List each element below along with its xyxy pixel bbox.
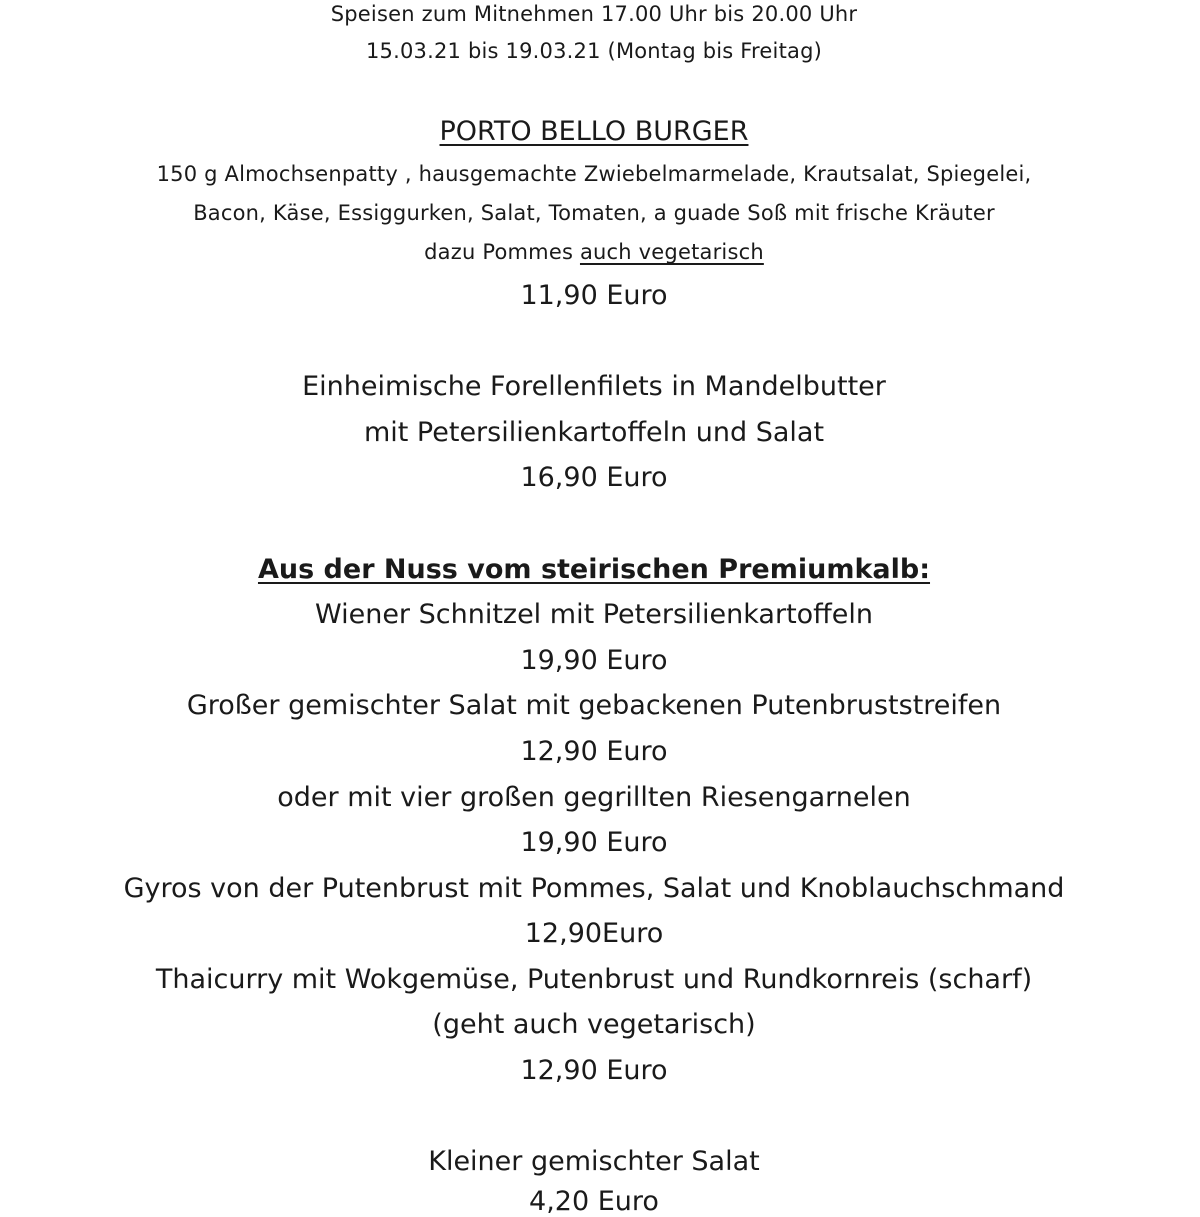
burger-title: PORTO BELLO BURGER bbox=[439, 116, 749, 147]
kalb-item-price: 12,90Euro bbox=[524, 918, 664, 949]
burger-desc-3 bbox=[0, 242, 1188, 263]
kalb-item-name: Gyros von der Putenbrust mit Pommes, Salat und Knoblauchschmand bbox=[123, 873, 1065, 904]
burger-price: 11,90 Euro bbox=[520, 280, 668, 311]
thaicurry-name: Thaicurry mit Wokgemüse, Putenbrust und Rundkornreis (scharf) bbox=[155, 964, 1033, 995]
burger-desc-2: Bacon, Käse, Essiggurken, Salat, Tomaten, a guade Soß mit frische Kräuter bbox=[193, 201, 995, 225]
burger-desc-1: 150 g Almochsenpatty , hausgemachte Zwiebelmarmelade, Krautsalat, Spiegelei, bbox=[156, 162, 1032, 186]
burger-vegetarian-note: auch vegetarisch bbox=[579, 240, 764, 264]
kalb-item-price: 19,90 Euro bbox=[520, 645, 668, 676]
burger-desc-3-prefix: dazu Pommes bbox=[424, 240, 580, 264]
salat-klein-price: 4,20 Euro bbox=[529, 1186, 659, 1217]
kalb-item-price: 12,90 Euro bbox=[520, 736, 668, 767]
salat-klein-name: Kleiner gemischter Salat bbox=[428, 1146, 760, 1177]
thaicurry-note: (geht auch vegetarisch) bbox=[432, 1009, 756, 1040]
forelle-line-2: mit Petersilienkartoffeln und Salat bbox=[363, 417, 825, 448]
forelle-price: 16,90 Euro bbox=[520, 462, 668, 493]
kalb-item-name: Wiener Schnitzel mit Petersilienkartoffeln bbox=[314, 599, 874, 630]
forelle-line-1: Einheimische Forellenfilets in Mandelbutter bbox=[302, 371, 886, 402]
header-hours: Speisen zum Mitnehmen 17.00 Uhr bis 20.00 Uhr bbox=[330, 2, 858, 26]
kalb-heading: Aus der Nuss vom steirischen Premiumkalb: bbox=[257, 554, 931, 585]
header-dates: 15.03.21 bis 19.03.21 (Montag bis Freitag) bbox=[365, 39, 823, 63]
thaicurry-price: 12,90 Euro bbox=[520, 1055, 668, 1086]
kalb-item-name: Großer gemischter Salat mit gebackenen Putenbruststreifen bbox=[186, 690, 1002, 721]
kalb-item-price: 19,90 Euro bbox=[520, 827, 668, 858]
kalb-item-name: oder mit vier großen gegrillten Riesengarnelen bbox=[277, 782, 911, 813]
